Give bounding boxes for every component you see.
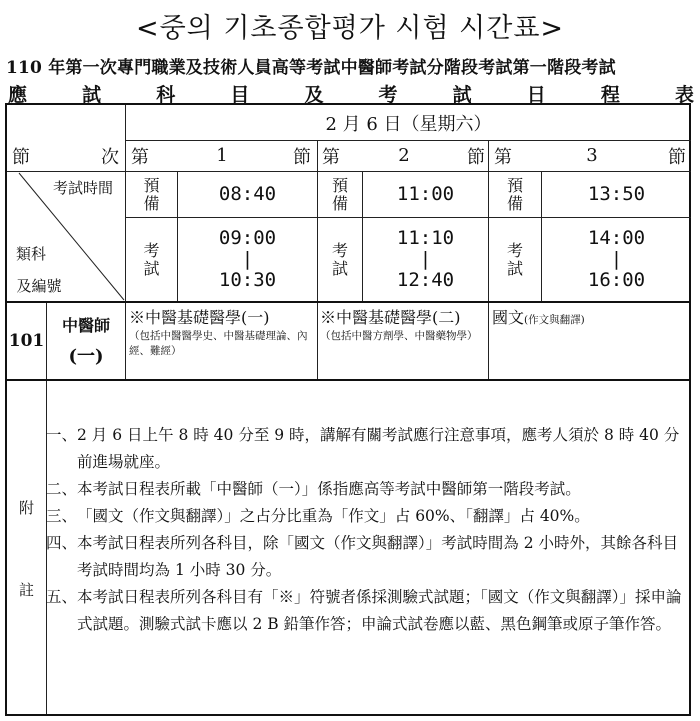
exam-time-label: 考試時間: [52, 178, 113, 197]
prep-label-char: 備: [331, 193, 348, 213]
session-3-number: 3: [586, 145, 598, 166]
category-number-label: 及編號: [16, 276, 62, 295]
exam-time-range: [397, 228, 454, 291]
category-code: 101: [8, 330, 45, 351]
category-name-cell: [47, 302, 125, 379]
page-heading: <중의 기초종합평가 시험 시간표>: [135, 13, 565, 44]
session-1-prefix: 第: [131, 146, 149, 168]
schedule-title-char: 考: [378, 84, 398, 106]
prep-label: [318, 172, 362, 217]
notes-label-char: 附: [18, 498, 34, 517]
prep-label-char: 備: [143, 193, 160, 213]
notes-list: [46, 422, 686, 638]
prep-label: [489, 172, 541, 217]
note-number: 五、: [46, 588, 78, 606]
exam-start-time: 14:00: [587, 227, 646, 249]
note-text: 本考試日程表所列各科目，除「國文（作文與翻譯）」考試時間為 2 小時外，其餘各科目考試時間均為 1 小時 30 分。: [77, 534, 678, 579]
note-text: 本考試日程表所列各科目有「※」符號者係採測驗式試題；「國文（作文與翻譯）」採申論式試題。測驗式試卡應以 2 B 鉛筆作答；申論式試卷應以藍、黑色鋼筆或原子筆作答。: [77, 588, 682, 633]
note-item: [46, 584, 686, 638]
exam-title: 110 年第一次專門職業及技術人員高等考試中醫師考試分階段考試第一階段考試: [6, 58, 616, 78]
note-item: [46, 503, 686, 530]
schedule-title-char: 目: [230, 84, 250, 106]
subject-3-name: 國文: [492, 308, 525, 327]
schedule-title-char: 表: [674, 84, 694, 106]
schedule-title-char: 科: [156, 84, 176, 106]
exam-label-char: 考: [331, 240, 348, 260]
session-label-left: 節: [12, 146, 30, 168]
schedule-title-char: 試: [452, 84, 472, 106]
note-number: 三、: [46, 507, 78, 525]
session-3-prefix: 第: [494, 146, 512, 168]
time-range-bar: |: [419, 248, 432, 270]
exam-time-range: [588, 228, 645, 291]
subject-2-note: （包括中醫方劑學、中醫藥物學）: [320, 330, 478, 342]
prep-time: 13:50: [587, 183, 646, 205]
session-2-suffix: 節: [467, 146, 485, 168]
subject-1-name: ※中醫基礎醫學(一): [129, 308, 270, 327]
subject-2: [320, 305, 486, 344]
prep-time: 08:40: [218, 183, 277, 205]
exam-end-time: 12:40: [396, 269, 455, 291]
schedule-title-char: 及: [304, 84, 324, 106]
note-item: [46, 476, 686, 503]
prep-time: 11:00: [396, 183, 455, 205]
exam-end-time: 16:00: [587, 269, 646, 291]
exam-label: [489, 218, 541, 301]
schedule-title-char: 應: [8, 84, 28, 106]
exam-label: [126, 218, 177, 301]
prep-label: [126, 172, 177, 217]
note-number: 一、: [46, 426, 78, 444]
note-text: 2 月 6 日上午 8 時 40 分至 9 時，講解有關考試應行注意事項，應考人須於 8 時 40 分前進場就座。: [77, 426, 680, 471]
prep-label-char: 預: [143, 175, 160, 195]
session-2-prefix: 第: [322, 146, 340, 168]
exam-label-char: 考: [143, 240, 160, 260]
exam-label: [318, 218, 362, 301]
subject-1-note: （包括中醫醫學史、中醫基礎理論、內經、難經）: [129, 330, 308, 357]
schedule-title-char: 日: [526, 84, 546, 106]
schedule-title-char: 程: [600, 84, 620, 106]
exam-label-char: 考: [506, 240, 523, 260]
exam-label-char: 試: [143, 258, 160, 278]
session-label-right: 次: [101, 146, 119, 168]
exam-start-time: 11:10: [396, 227, 455, 249]
exam-end-time: 10:30: [218, 269, 277, 291]
subject-1: [129, 305, 315, 359]
note-text: 「國文（作文與翻譯）」之占分比重為「作文」占 60%、「翻譯」占 40%。: [77, 507, 590, 525]
notes-label-char: 註: [18, 580, 34, 599]
session-3-suffix: 節: [668, 146, 686, 168]
note-text: 本考試日程表所載「中醫師（一）」係指應高等考試中醫師第一階段考試。: [77, 480, 581, 498]
note-number: 二、: [46, 480, 78, 498]
subject-3: [492, 305, 688, 328]
exam-start-time: 09:00: [218, 227, 277, 249]
session-1-number: 1: [216, 145, 228, 166]
exam-label-char: 試: [331, 258, 348, 278]
note-item: [46, 422, 686, 476]
category-name: 中醫師: [61, 316, 110, 335]
time-range-bar: |: [610, 248, 623, 270]
prep-label-char: 預: [331, 175, 348, 195]
schedule-title: [8, 80, 694, 106]
schedule-title-char: 試: [82, 84, 102, 106]
session-2-number: 2: [398, 145, 410, 166]
note-number: 四、: [46, 534, 78, 552]
note-item: [46, 530, 686, 584]
category-level: (一): [68, 346, 104, 367]
subject-3-note: (作文與翻譯): [524, 314, 585, 326]
subject-2-name: ※中醫基礎醫學(二): [320, 308, 461, 327]
exam-label-char: 試: [506, 258, 523, 278]
exam-date: 2 月 6 日（星期六）: [325, 113, 492, 135]
exam-time-range: [219, 228, 276, 291]
prep-label-char: 備: [506, 193, 523, 213]
time-range-bar: |: [241, 248, 254, 270]
category-label: 類科: [15, 244, 46, 263]
prep-label-char: 預: [506, 175, 523, 195]
session-1-suffix: 節: [293, 146, 311, 168]
